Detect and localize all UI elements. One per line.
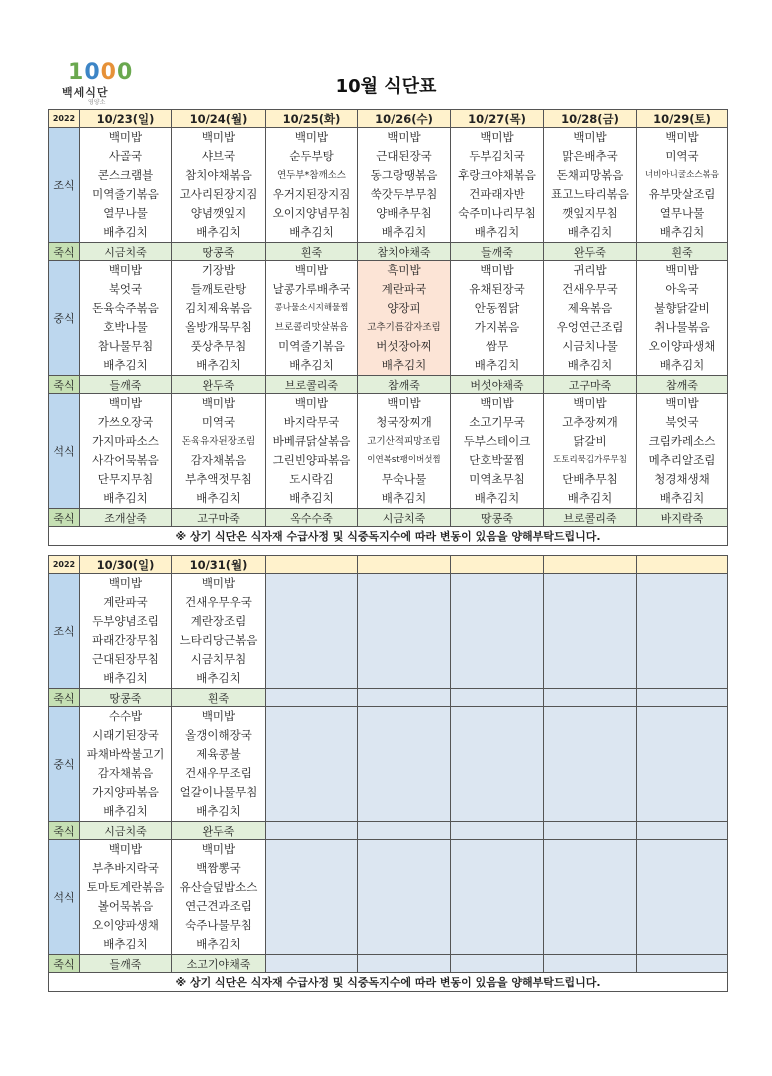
breakfast-row [49, 128, 728, 243]
menu-cell [266, 128, 358, 243]
menu-item: 연근견과조림 [185, 899, 252, 913]
menu-item: 백미밥 [108, 576, 143, 590]
menu-item: 미역줄기볶음 [92, 187, 159, 201]
menu-item: 백미밥 [665, 396, 699, 410]
menu-item: 숙주미나리무침 [458, 206, 536, 220]
menu-item: 숙주나물무침 [185, 918, 252, 932]
menu-item: 오이양파생채 [648, 339, 716, 353]
menu-item: 사각어묵볶음 [92, 453, 159, 467]
date-cell: 10/26(수) [358, 110, 451, 128]
menu-item: 부추바지락국 [92, 861, 159, 875]
menu-item: 배추김치 [381, 358, 427, 372]
menu-item: 배추김치 [289, 358, 334, 372]
menu-item: 고추기름감자조림 [367, 322, 441, 333]
menu-item: 기장밥 [201, 263, 236, 277]
porridge-cell: 소고기야채죽 [172, 955, 266, 973]
menu-item: 백미밥 [108, 263, 143, 277]
porridge-cell: 흰죽 [266, 243, 358, 261]
porridge-cell: 완두죽 [172, 822, 266, 840]
menu-item: 느타리당근볶음 [179, 633, 258, 647]
porridge-label: 죽식 [49, 955, 80, 973]
menu-item: 청경채생채 [654, 472, 710, 486]
menu-item: 열무나물 [103, 206, 148, 220]
date-header-row [49, 556, 728, 574]
menu-item: 오이양파생채 [92, 918, 159, 932]
menu-cell [544, 128, 637, 243]
menu-item: 배추김치 [196, 671, 241, 685]
menu-cell [358, 128, 451, 243]
menu-item: 돈채피망볶음 [556, 168, 624, 182]
porridge-cell: 고구마죽 [544, 376, 637, 394]
date-cell: 10/27(목) [451, 110, 544, 128]
menu-item: 백미밥 [108, 396, 143, 410]
menu-item: 배추김치 [196, 491, 241, 505]
porridge-cell [637, 689, 728, 707]
porridge-cell: 땅콩죽 [172, 243, 266, 261]
menu-item: 가지양파볶음 [92, 785, 159, 799]
menu-item: 백미밥 [108, 130, 143, 144]
menu-cell [544, 574, 637, 689]
menu-item: 근대된장무침 [92, 652, 159, 666]
porridge-cell: 시금치죽 [80, 243, 172, 261]
menu-cell [172, 574, 266, 689]
menu-item: 제육볶음 [567, 301, 613, 315]
menu-item: 두부양념조림 [92, 614, 159, 628]
menu-item: 백미밥 [201, 842, 236, 856]
menu-cell [451, 128, 544, 243]
porridge-cell: 바지락죽 [637, 509, 728, 527]
menu-item: 올갱이해장국 [185, 728, 252, 742]
menu-item: 바지락무국 [283, 415, 340, 429]
menu-item: 너비아니굴소스볶음 [645, 170, 719, 180]
menu-cell [80, 707, 172, 822]
porridge-cell: 버섯야채죽 [451, 376, 544, 394]
menu-item: 닭갈비 [573, 434, 607, 448]
menu-cell [358, 840, 451, 955]
menu-cell [80, 394, 172, 509]
menu-item: 배추김치 [567, 358, 613, 372]
menu-item: 백미밥 [480, 396, 514, 410]
lunch-row [49, 261, 728, 376]
menu-item: 콩나물소시지해물찜 [274, 303, 349, 313]
menu-item: 배추김치 [659, 358, 705, 372]
menu-item: 근대된장국 [376, 149, 432, 163]
dinner-label: 석식 [49, 840, 80, 955]
menu-item: 부추액젓무침 [185, 472, 252, 486]
lunch-row [49, 707, 728, 822]
menu-item: 백미밥 [201, 709, 236, 723]
menu-item: 계란파국 [381, 282, 427, 296]
menu-item: 메추리알조림 [648, 453, 716, 467]
menu-item: 취나물볶음 [654, 320, 710, 334]
menu-cell [172, 394, 266, 509]
menu-item: 백미밥 [294, 263, 329, 277]
lunch-label: 중식 [49, 261, 80, 376]
porridge-cell [544, 955, 637, 973]
menu-item: 토마토계란볶음 [86, 880, 165, 894]
porridge-cell: 땅콩죽 [451, 509, 544, 527]
menu-item: 계란장조림 [190, 614, 247, 628]
menu-cell [637, 840, 728, 955]
porridge-label: 죽식 [49, 689, 80, 707]
menu-item: 미역국 [201, 415, 236, 429]
menu-item: 고기산적피망조림 [367, 436, 441, 447]
date-cell: 10/28(금) [544, 110, 637, 128]
menu-item: 배추김치 [103, 937, 148, 951]
menu-item: 도시락김 [289, 472, 334, 486]
menu-item: 백미밥 [665, 263, 699, 277]
menu-item: 유부맛살조림 [648, 187, 716, 201]
menu-cell [544, 394, 637, 509]
date-cell: 10/29(토) [637, 110, 728, 128]
menu-item: 귀리밥 [573, 263, 607, 277]
menu-item: 배추김치 [381, 491, 427, 505]
menu-item: 감자채볶음 [97, 766, 154, 780]
menu-item: 콘스크램블 [97, 168, 154, 182]
menu-item: 배추김치 [474, 491, 520, 505]
porridge-cell: 참치야채죽 [358, 243, 451, 261]
breakfast_porridge-row [49, 689, 728, 707]
porridge-cell [451, 689, 544, 707]
menu-item: 배추김치 [289, 225, 334, 239]
menu-item: 북엇국 [665, 415, 699, 429]
porridge-cell [266, 822, 358, 840]
menu-item: 유채된장국 [469, 282, 525, 296]
menu-item: 맑은배추국 [562, 149, 618, 163]
menu-item: 건새우무국 [562, 282, 618, 296]
date-header-row [49, 110, 728, 128]
menu-item: 양배추무침 [376, 206, 432, 220]
page-title: 10월 식단표 [335, 76, 437, 97]
menu-item: 오이지양념무침 [272, 206, 351, 220]
menu-item: 풋상추무침 [190, 339, 247, 353]
menu-item: 미역국 [665, 149, 699, 163]
porridge-cell: 옥수수죽 [266, 509, 358, 527]
menu-item: 올방개묵무침 [185, 320, 252, 334]
menu-item: 파채바싹불고기 [86, 747, 165, 761]
lunch_porridge-row [49, 376, 728, 394]
menu-item: 북엇국 [108, 282, 143, 296]
menu-cell [80, 840, 172, 955]
menu-item: 백미밥 [201, 396, 236, 410]
lunch_porridge-row [49, 822, 728, 840]
date-cell [451, 556, 544, 574]
menu-cell [358, 261, 451, 376]
menu-cell [637, 394, 728, 509]
menu-cell [451, 394, 544, 509]
menu-cell [544, 840, 637, 955]
menu-item: 백미밥 [573, 130, 607, 144]
menu-item: 배추김치 [103, 225, 148, 239]
menu-item: 백미밥 [665, 130, 699, 144]
porridge-cell [358, 822, 451, 840]
menu-item: 깻잎지무침 [562, 206, 618, 220]
logo-number: 1000 [68, 60, 134, 85]
menu-cell [544, 707, 637, 822]
menu-cell [80, 128, 172, 243]
menu-item: 쌈무 [485, 339, 509, 353]
date-cell: 10/25(화) [266, 110, 358, 128]
logo-sub: 영양소 [88, 99, 106, 106]
menu-item: 가지볶음 [474, 320, 520, 334]
porridge-cell: 브로콜리죽 [544, 509, 637, 527]
menu-item: 백미밥 [480, 263, 514, 277]
porridge-cell [266, 689, 358, 707]
menu-item: 양념깻잎지 [190, 206, 247, 220]
porridge-cell: 들깨죽 [80, 955, 172, 973]
menu-cell [266, 574, 358, 689]
menu-item: 두부김치국 [469, 149, 525, 163]
menu-item: 배추김치 [103, 804, 148, 818]
menu-cell [266, 261, 358, 376]
menu-item: 건새우무우국 [185, 595, 252, 609]
menu-item: 양장피 [387, 301, 421, 315]
menu-cell [544, 261, 637, 376]
menu-cell [637, 261, 728, 376]
menu-item: 시래기된장국 [92, 728, 159, 742]
menu-item: 배추김치 [196, 225, 241, 239]
menu-item: 백미밥 [480, 130, 514, 144]
porridge-cell: 들깨죽 [451, 243, 544, 261]
porridge-label: 죽식 [49, 822, 80, 840]
menu-item: 건새우무조림 [185, 766, 252, 780]
menu-item: 들깨토란탕 [190, 282, 247, 296]
breakfast_porridge-row [49, 243, 728, 261]
menu-item: 수수밥 [108, 709, 143, 723]
menu-item: 날콩가루배추국 [272, 282, 351, 296]
menu-item: 백짬뽕국 [196, 861, 241, 875]
porridge-label: 죽식 [49, 243, 80, 261]
dinner-row [49, 840, 728, 955]
menu-item: 배추김치 [196, 804, 241, 818]
porridge-cell: 흰죽 [637, 243, 728, 261]
dinner_porridge-row [49, 955, 728, 973]
menu-item: 백미밥 [387, 130, 421, 144]
menu-cell [172, 261, 266, 376]
date-cell: 10/23(일) [80, 110, 172, 128]
menu-item: 시금치나물 [562, 339, 618, 353]
year-cell: 2022 [49, 110, 80, 128]
porridge-label: 죽식 [49, 376, 80, 394]
menu-item: 감자채볶음 [190, 453, 247, 467]
menu-item: 아욱국 [665, 282, 699, 296]
menu-item: 배추김치 [103, 491, 148, 505]
note-row [49, 973, 728, 992]
porridge-cell [358, 955, 451, 973]
menu-item: 그린빈양파볶음 [272, 453, 351, 467]
menu-item: 열무나물 [659, 206, 705, 220]
menu-item: 단호박꿀찜 [469, 453, 525, 467]
menu-cell [172, 840, 266, 955]
menu-item: 연두부*참깨소스 [277, 170, 346, 181]
menu-item: 배추김치 [659, 225, 705, 239]
date-cell: 10/24(월) [172, 110, 266, 128]
menu-item: 유산슬덮밥소스 [179, 880, 258, 894]
lunch-label: 중식 [49, 707, 80, 822]
menu-cell [266, 394, 358, 509]
menu-item: 돈육숙주볶음 [92, 301, 159, 315]
menu-item: 배추김치 [381, 225, 427, 239]
porridge-cell: 브로콜리죽 [266, 376, 358, 394]
menu-item: 순두부탕 [289, 149, 334, 163]
menu-item: 김치제육볶음 [185, 301, 252, 315]
menu-item: 샤브국 [201, 149, 236, 163]
menu-item: 배추김치 [474, 358, 520, 372]
menu-cell [266, 840, 358, 955]
week1-table [48, 109, 728, 546]
menu-item: 배추김치 [196, 358, 241, 372]
menu-item: 배추김치 [196, 937, 241, 951]
menu-cell [637, 574, 728, 689]
menu-cell [358, 707, 451, 822]
menu-item: 청국장찌개 [376, 415, 432, 429]
dinner_porridge-row [49, 509, 728, 527]
menu-item: 참나물무침 [97, 339, 154, 353]
menu-item: 단배추무침 [562, 472, 618, 486]
menu-cell [451, 261, 544, 376]
porridge-cell: 조개살죽 [80, 509, 172, 527]
logo-name: 백세식단 [62, 86, 109, 99]
menu-item: 백미밥 [573, 396, 607, 410]
menu-item: 가쓰오장국 [97, 415, 154, 429]
date-cell: 10/31(월) [172, 556, 266, 574]
porridge-label: 죽식 [49, 509, 80, 527]
menu-item: 백미밥 [108, 842, 143, 856]
date-cell [637, 556, 728, 574]
menu-item: 단무지무침 [97, 472, 154, 486]
porridge-cell [266, 955, 358, 973]
menu-item: 백미밥 [387, 396, 421, 410]
menu-cell [80, 574, 172, 689]
menu-item: 흑미밥 [387, 263, 421, 277]
breakfast-row [49, 574, 728, 689]
porridge-cell: 시금치죽 [80, 822, 172, 840]
porridge-cell [544, 822, 637, 840]
menu-item: 호박나물 [103, 320, 148, 334]
porridge-cell: 흰죽 [172, 689, 266, 707]
menu-item: 파래간장무침 [92, 633, 159, 647]
menu-item: 브로콜리맛살볶음 [274, 322, 349, 333]
breakfast-label: 조식 [49, 128, 80, 243]
menu-item: 배추김치 [659, 491, 705, 505]
notice-text: ※ 상기 식단은 식자재 수급사정 및 식중독지수에 따라 변동이 있음을 양해부탁드립니다. [49, 527, 728, 546]
menu-item: 제육콩불 [196, 747, 241, 761]
menu-cell [358, 574, 451, 689]
menu-cell [172, 128, 266, 243]
menu-item: 돈육유자된장조림 [181, 436, 256, 447]
menu-item: 백미밥 [201, 130, 236, 144]
menu-item: 고추장찌개 [562, 415, 618, 429]
menu-item: 시금치무침 [190, 652, 247, 666]
menu-item: 버섯장아찌 [376, 339, 432, 353]
notice-text: ※ 상기 식단은 식자재 수급사정 및 식중독지수에 따라 변동이 있음을 양해부탁드립니다. [49, 973, 728, 992]
date-cell [544, 556, 637, 574]
porridge-cell [544, 689, 637, 707]
menu-item: 고사리된장지짐 [179, 187, 258, 201]
menu-item: 사골국 [108, 149, 143, 163]
porridge-cell: 참깨죽 [637, 376, 728, 394]
menu-item: 안동찜닭 [474, 301, 520, 315]
menu-cell [637, 128, 728, 243]
menu-item: 백미밥 [201, 576, 236, 590]
porridge-cell: 완두죽 [544, 243, 637, 261]
menu-item: 계란파국 [103, 595, 148, 609]
menu-item: 볼어묵볶음 [97, 899, 154, 913]
porridge-cell [637, 955, 728, 973]
porridge-cell [451, 955, 544, 973]
menu-cell [266, 707, 358, 822]
menu-item: 배추김치 [567, 491, 613, 505]
menu-item: 배추김치 [289, 491, 334, 505]
porridge-cell: 완두죽 [172, 376, 266, 394]
menu-item: 참치야채볶음 [185, 168, 252, 182]
porridge-cell [451, 822, 544, 840]
date-cell: 10/30(일) [80, 556, 172, 574]
date-cell [358, 556, 451, 574]
porridge-cell: 들깨죽 [80, 376, 172, 394]
menu-item: 백미밥 [294, 130, 329, 144]
porridge-cell: 참깨죽 [358, 376, 451, 394]
week2-table [48, 555, 728, 992]
menu-item: 우엉연근조림 [556, 320, 624, 334]
porridge-cell [637, 822, 728, 840]
menu-cell [451, 574, 544, 689]
menu-item: 얼갈이나물무침 [179, 785, 258, 799]
menu-item: 미역줄기볶음 [278, 339, 345, 353]
menu-cell [637, 707, 728, 822]
dinner-row [49, 394, 728, 509]
menu-item: 배추김치 [474, 225, 520, 239]
menu-cell [451, 707, 544, 822]
menu-cell [451, 840, 544, 955]
menu-item: 우거지된장지짐 [272, 187, 351, 201]
menu-item: 후랑크야채볶음 [458, 168, 536, 182]
year-cell: 2022 [49, 556, 80, 574]
menu-item: 배추김치 [103, 671, 148, 685]
menu-item: 백미밥 [294, 396, 329, 410]
menu-item: 크림카레소스 [648, 434, 716, 448]
menu-item: 이연복st팽이버섯찜 [367, 455, 441, 465]
menu-item: 미역초무침 [469, 472, 525, 486]
menu-item: 도토리묵김가루무침 [553, 455, 627, 465]
porridge-cell: 고구마죽 [172, 509, 266, 527]
menu-item: 불향닭갈비 [654, 301, 710, 315]
note-row [49, 527, 728, 546]
dinner-label: 석식 [49, 394, 80, 509]
porridge-cell [358, 689, 451, 707]
menu-item: 소고기무국 [469, 415, 525, 429]
menu-item: 두부스테이크 [463, 434, 531, 448]
porridge-cell: 시금치죽 [358, 509, 451, 527]
menu-item: 가지마파소스 [92, 434, 159, 448]
menu-cell [358, 394, 451, 509]
menu-item: 배추김치 [103, 358, 148, 372]
menu-cell [80, 261, 172, 376]
menu-cell [172, 707, 266, 822]
menu-item: 동그랑땡볶음 [370, 168, 438, 182]
menu-item: 건파래자반 [469, 187, 525, 201]
breakfast-label: 조식 [49, 574, 80, 689]
menu-item: 쑥갓두부무침 [370, 187, 438, 201]
date-cell [266, 556, 358, 574]
menu-item: 무숙나물 [381, 472, 427, 486]
menu-item: 표고느타리볶음 [551, 187, 629, 201]
porridge-cell: 땅콩죽 [80, 689, 172, 707]
menu-item: 배추김치 [567, 225, 613, 239]
menu-item: 바베큐닭살볶음 [272, 434, 351, 448]
